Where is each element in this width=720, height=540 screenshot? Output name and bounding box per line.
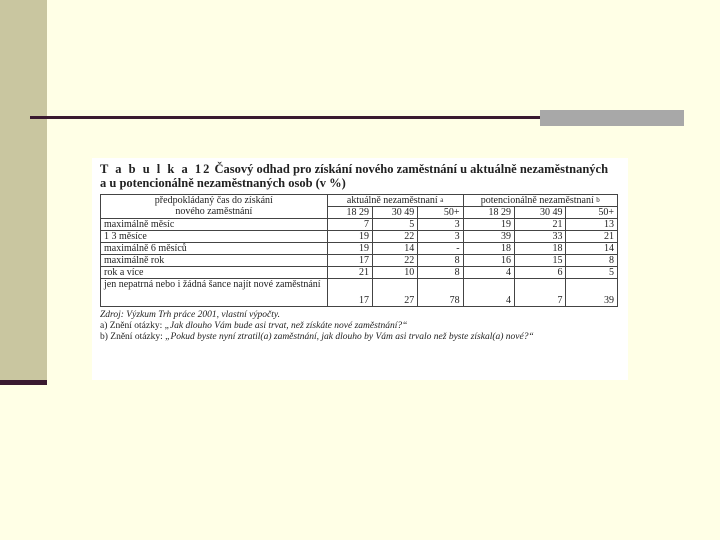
cell-value: 5 — [566, 267, 618, 279]
cell-value: 6 — [515, 267, 566, 279]
cell-value: 19 — [327, 231, 372, 243]
age-header: 18 29 — [327, 207, 372, 219]
age-header: 50+ — [566, 207, 618, 219]
cell-value: 17 — [327, 255, 372, 267]
cell-value: 17 — [327, 279, 372, 307]
side-accent-base — [0, 380, 47, 385]
cell-value: 3 — [418, 231, 463, 243]
row-label: jen nepatrná nebo i žádná šance najít nové zaměstnání — [101, 279, 328, 307]
cell-value: 3 — [418, 219, 463, 231]
cell-value: 21 — [566, 231, 618, 243]
group-header-actual: aktuálně nezaměstnaní $^a$ — [327, 195, 463, 207]
cell-value: 22 — [372, 255, 417, 267]
row-label: maximálně měsíc — [101, 219, 328, 231]
age-header: 50+ — [418, 207, 463, 219]
caption-line1: Časový odhad pro získání nového zaměstnání u aktuálně nezaměstnaných — [214, 162, 609, 176]
cell-value: 39 — [463, 231, 514, 243]
cell-value: 16 — [463, 255, 514, 267]
age-header: 18 29 — [463, 207, 514, 219]
cell-value: 8 — [418, 267, 463, 279]
table-notes — [100, 310, 620, 343]
cell-value: 22 — [372, 231, 417, 243]
cell-value: 18 — [515, 243, 566, 255]
table-row — [101, 267, 618, 279]
cell-value: 5 — [372, 219, 417, 231]
cell-value: 21 — [515, 219, 566, 231]
table-row — [101, 255, 618, 267]
corner-header-line2: nového zaměstnání — [175, 206, 253, 217]
cell-value: 19 — [463, 219, 514, 231]
table-caption — [100, 162, 620, 190]
cell-value: 39 — [566, 279, 618, 307]
caption-line2: a u potencionálně nezaměstnaných osob (v %) — [100, 176, 346, 190]
source-note: Zdroj: Výzkum Trh práce 2001, vlastní výpočty. — [100, 310, 280, 320]
group-header-row — [101, 195, 618, 207]
table-row — [101, 279, 618, 307]
cell-value: 4 — [463, 279, 514, 307]
cell-value: 7 — [327, 219, 372, 231]
row-label: rok a více — [101, 267, 328, 279]
table-row — [101, 231, 618, 243]
cell-value: 21 — [327, 267, 372, 279]
table-row — [101, 243, 618, 255]
cell-value: - — [418, 243, 463, 255]
data-table — [100, 194, 618, 307]
cell-value: 14 — [566, 243, 618, 255]
corner-header-line1: předpokládaný čas do získání — [154, 195, 273, 206]
cell-value: 10 — [372, 267, 417, 279]
cell-value: 7 — [515, 279, 566, 307]
row-label: 1 3 měsíce — [101, 231, 328, 243]
table-figure — [92, 158, 628, 380]
note-b: b) Znění otázky: „Pokud byste nyní ztratil(a) zaměstnání, jak dlouho by Vám asi trvalo než byste získal(a) nové?“ — [100, 332, 534, 342]
table-row — [101, 219, 618, 231]
row-label: maximálně rok — [101, 255, 328, 267]
title-accent-block — [540, 110, 684, 126]
cell-value: 8 — [566, 255, 618, 267]
cell-value: 15 — [515, 255, 566, 267]
cell-value: 33 — [515, 231, 566, 243]
cell-value: 13 — [566, 219, 618, 231]
side-accent-bar — [0, 0, 47, 380]
row-label: maximálně 6 měsíců — [101, 243, 328, 255]
cell-value: 14 — [372, 243, 417, 255]
cell-value: 18 — [463, 243, 514, 255]
note-a: a) Znění otázky: „Jak dlouho Vám bude asi trvat, než získáte nové zaměstnání?“ — [100, 321, 408, 331]
age-header: 30 49 — [372, 207, 417, 219]
cell-value: 19 — [327, 243, 372, 255]
age-header: 30 49 — [515, 207, 566, 219]
group-header-potential: potencionálně nezaměstnaní $^b$ — [463, 195, 617, 207]
corner-header — [101, 195, 328, 219]
cell-value: 8 — [418, 255, 463, 267]
cell-value: 4 — [463, 267, 514, 279]
cell-value: 78 — [418, 279, 463, 307]
cell-value: 27 — [372, 279, 417, 307]
caption-label: T a b u l k a 12 — [100, 162, 212, 176]
